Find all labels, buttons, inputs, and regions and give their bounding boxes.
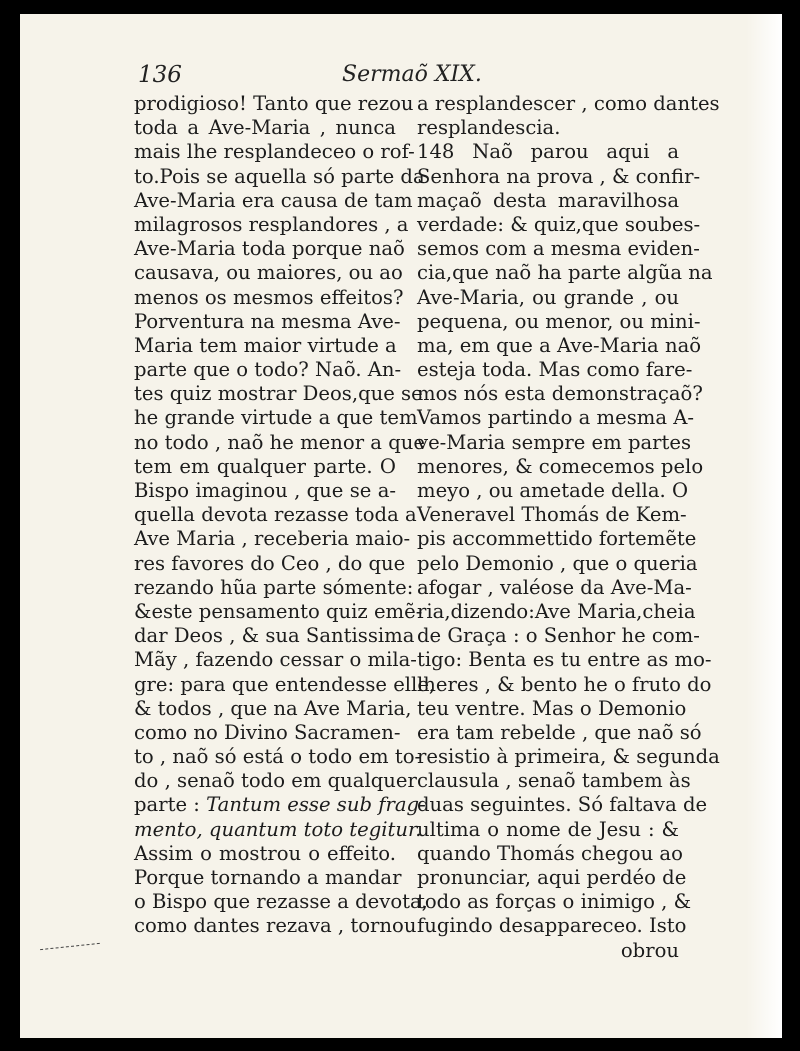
text-line: era tam rebelde , que naõ só (417, 720, 702, 744)
page-header (20, 62, 782, 92)
page-number: 136 (138, 62, 182, 88)
text-line: Porque tornando a mandar (134, 866, 402, 889)
text-line: duas seguintes. Só faltava de (417, 793, 708, 817)
text-line: Veneravel Thomás de Kem- (417, 503, 687, 527)
text-line: &este pensamento quiz emẽ- (134, 599, 423, 623)
text-line: cia,que naõ ha parte algũa na (417, 261, 713, 285)
book-page (20, 14, 782, 1038)
text-line: Ave-Maria era causa de tam (134, 188, 413, 212)
text-line: parte que o todo? Naõ. An- (134, 358, 402, 382)
text-line: & todos , que na Ave Maria, (134, 696, 412, 720)
text-line: tes quiz mostrar Deos,que se (134, 382, 423, 406)
text-line: ma, em que a Ave-Maria naõ (417, 333, 702, 357)
text-line: Bispo imaginou , que se a- (134, 479, 396, 502)
text-line: toda a Ave-Maria , nunca (134, 116, 396, 140)
left-text-column (134, 92, 436, 939)
text-line: Ave-Maria toda porque naõ (134, 237, 405, 261)
text-line: ultima o nome de Jesu : & (417, 817, 679, 841)
text-line: to , naõ só está o todo em to- (134, 745, 422, 769)
text-line: 148 Naõ parou aqui a (417, 140, 679, 164)
latin-quote: Tantum esse sub frag- (206, 793, 426, 817)
text-line: quando Thomás chegou ao (417, 841, 683, 865)
text-line: dar Deos , & sua Santissima (134, 624, 415, 648)
text-line: ve-Maria sempre em partes (417, 430, 692, 454)
text-line: Vamos partindo a mesma A- (417, 406, 695, 430)
text-line: resistio à primeira, & segunda (417, 745, 720, 769)
text-line: a resplandescer , como dantes (417, 92, 720, 115)
text-line: no todo , naõ he menor a que (134, 430, 425, 454)
text-line: pronunciar, aqui perdéo de (417, 866, 687, 889)
text-line: teu ventre. Mas o Demonio (417, 696, 687, 720)
margin-pen-mark (40, 943, 100, 951)
catchword: obrou (620, 938, 679, 962)
text-line: Mãy , fazendo cessar o mila- (134, 648, 417, 672)
text-line: afogar , valéose da Ave-Ma- (417, 575, 692, 599)
text-line: prodigioso! Tanto que rezou (134, 92, 414, 115)
text-line: Ave-Maria, ou grande , ou (417, 285, 679, 309)
text-line: he grande virtude a que tem (134, 406, 418, 430)
text-line: causava, ou maiores, ou ao (134, 261, 403, 285)
text-line: pis accommettido fortemẽte (417, 527, 697, 551)
text-line: pequena, ou menor, ou mini- (417, 309, 701, 333)
text-line: Ave Maria , receberia maio- (134, 527, 411, 551)
text-line: verdade: & quiz,que soubes- (417, 212, 701, 236)
text-line: ria,dizendo:Ave Maria,cheia (417, 599, 696, 623)
text-line: quella devota rezasse toda a (134, 503, 417, 527)
text-line: fugindo desappareceo. Isto (417, 914, 687, 938)
text-line: tigo: Benta es tu entre as mo- (417, 648, 712, 672)
text-line: pelo Demonio , que o queria (417, 551, 698, 575)
text-line: Senhora na prova , & confir- (417, 164, 701, 188)
text-line: menos os mesmos effeitos? (134, 285, 404, 309)
text-line: mais lhe resplandeceo o rof- (134, 140, 415, 164)
text-line: menores, & comecemos pelo (417, 454, 704, 478)
text-line: meyo , ou ametade della. O (417, 479, 689, 502)
text-line: gre: para que entendesse elle, (134, 672, 436, 696)
text-line: mento, quantum toto tegitur. (134, 817, 422, 841)
text-line: rezando hũa parte sómente: (134, 575, 414, 599)
text-line: clausula , senaõ tambem às (417, 769, 691, 793)
text-line: do , senaõ todo em qualquer (134, 769, 417, 793)
text-line: como no Divino Sacramen- (134, 720, 401, 744)
text-line: mos nós esta demonstraçaõ? (417, 382, 703, 406)
right-text-column (417, 92, 720, 963)
text-line: esteja toda. Mas como fare- (417, 358, 693, 382)
text-line: Maria tem maior virtude a (134, 333, 397, 357)
text-line: como dantes rezava , tornou (134, 914, 417, 938)
text-line: resplandescia. (417, 116, 561, 140)
text-line: parte : Tantum esse sub frag- (134, 793, 426, 817)
text-line: todo as forças o inimigo , & (417, 890, 692, 914)
text-line: to.Pois se aquella só parte da (134, 164, 425, 188)
text-line: semos com a mesma eviden- (417, 237, 700, 261)
text-line: tem em qualquer parte. O (134, 454, 396, 478)
text-line: lheres , & bento he o fruto do (417, 672, 712, 696)
text-line: Assim o mostrou o effeito. (134, 841, 396, 865)
running-title: Sermaõ XIX. (342, 62, 482, 87)
text-line: maçaõ desta maravilhosa (417, 188, 679, 212)
text-line: Porventura na mesma Ave- (134, 309, 401, 333)
text-line: milagrosos resplandores , a (134, 212, 409, 236)
text-line: de Graça : o Senhor he com- (417, 624, 700, 648)
text-line: o Bispo que rezasse a devota, (134, 890, 428, 914)
text-line: res favores do Ceo , do que (134, 551, 406, 575)
